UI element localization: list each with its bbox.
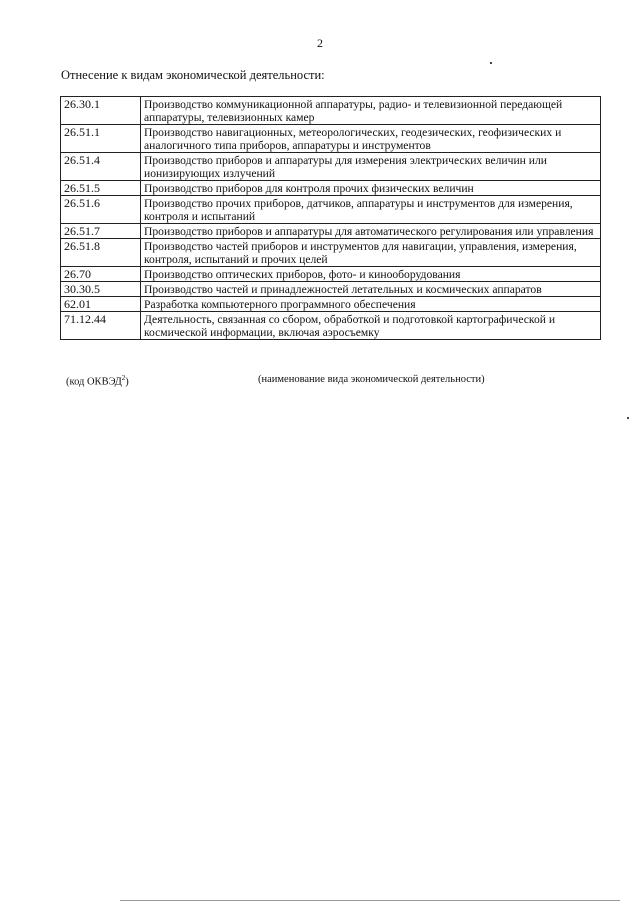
okved-table bbox=[60, 96, 601, 340]
activity-name: Производство навигационных, метеорологических, геодезических, геофизических и аналогичного типа приборов, аппаратуры и инструментов bbox=[141, 125, 601, 153]
okved-code: 26.30.1 bbox=[61, 97, 141, 125]
table-row bbox=[61, 282, 601, 297]
okved-code: 71.12.44 bbox=[61, 312, 141, 340]
okved-code-caption bbox=[66, 374, 129, 388]
okved-code: 26.51.5 bbox=[61, 181, 141, 196]
activity-name: Производство приборов и аппаратуры для измерения электрических величин или ионизирующих излучений bbox=[141, 153, 601, 181]
table-row bbox=[61, 312, 601, 340]
okved-code: 26.51.8 bbox=[61, 239, 141, 267]
table-row bbox=[61, 297, 601, 312]
okved-code: 26.51.7 bbox=[61, 224, 141, 239]
scan-edge-line bbox=[120, 900, 620, 901]
code-caption-close: ) bbox=[125, 376, 129, 388]
table-row bbox=[61, 181, 601, 196]
okved-code: 26.51.6 bbox=[61, 196, 141, 224]
activity-name: Производство частей и принадлежностей летательных и космических аппаратов bbox=[141, 282, 601, 297]
activity-name: Производство коммуникационной аппаратуры, радио- и телевизионной передающей аппаратуры, телевизионных камер bbox=[141, 97, 601, 125]
code-caption-footnote: 2 bbox=[121, 374, 126, 382]
activity-name: Производство прочих приборов, датчиков, аппаратуры и инструментов для измерения, контроля и испытаний bbox=[141, 196, 601, 224]
okved-code: 26.51.4 bbox=[61, 153, 141, 181]
activity-name: Производство приборов для контроля прочих физических величин bbox=[141, 181, 601, 196]
scan-speck bbox=[627, 417, 629, 419]
table-row bbox=[61, 153, 601, 181]
section-heading: Отнесение к видам экономической деятельности: bbox=[61, 68, 325, 82]
activity-name-caption: (наименование вида экономической деятельности) bbox=[258, 374, 485, 385]
scan-speck bbox=[490, 62, 492, 64]
okved-code: 26.51.1 bbox=[61, 125, 141, 153]
activity-name: Производство приборов и аппаратуры для автоматического регулирования или управления bbox=[141, 224, 601, 239]
table-row bbox=[61, 267, 601, 282]
table-row bbox=[61, 239, 601, 267]
table-row bbox=[61, 224, 601, 239]
table-row bbox=[61, 125, 601, 153]
activity-name: Деятельность, связанная со сбором, обработкой и подготовкой картографической и космической информации, включая аэросъемку bbox=[141, 312, 601, 340]
okved-code: 30.30.5 bbox=[61, 282, 141, 297]
table-row bbox=[61, 196, 601, 224]
code-caption-label: (код ОКВЭД bbox=[66, 376, 122, 388]
activity-name: Производство оптических приборов, фото- и кинооборудования bbox=[141, 267, 601, 282]
table-row bbox=[61, 97, 601, 125]
activity-name: Разработка компьютерного программного обеспечения bbox=[141, 297, 601, 312]
okved-code: 26.70 bbox=[61, 267, 141, 282]
activity-name: Производство частей приборов и инструментов для навигации, управления, измерения, контроля, испытаний и прочих целей bbox=[141, 239, 601, 267]
page-number: 2 bbox=[317, 36, 323, 50]
okved-code: 62.01 bbox=[61, 297, 141, 312]
